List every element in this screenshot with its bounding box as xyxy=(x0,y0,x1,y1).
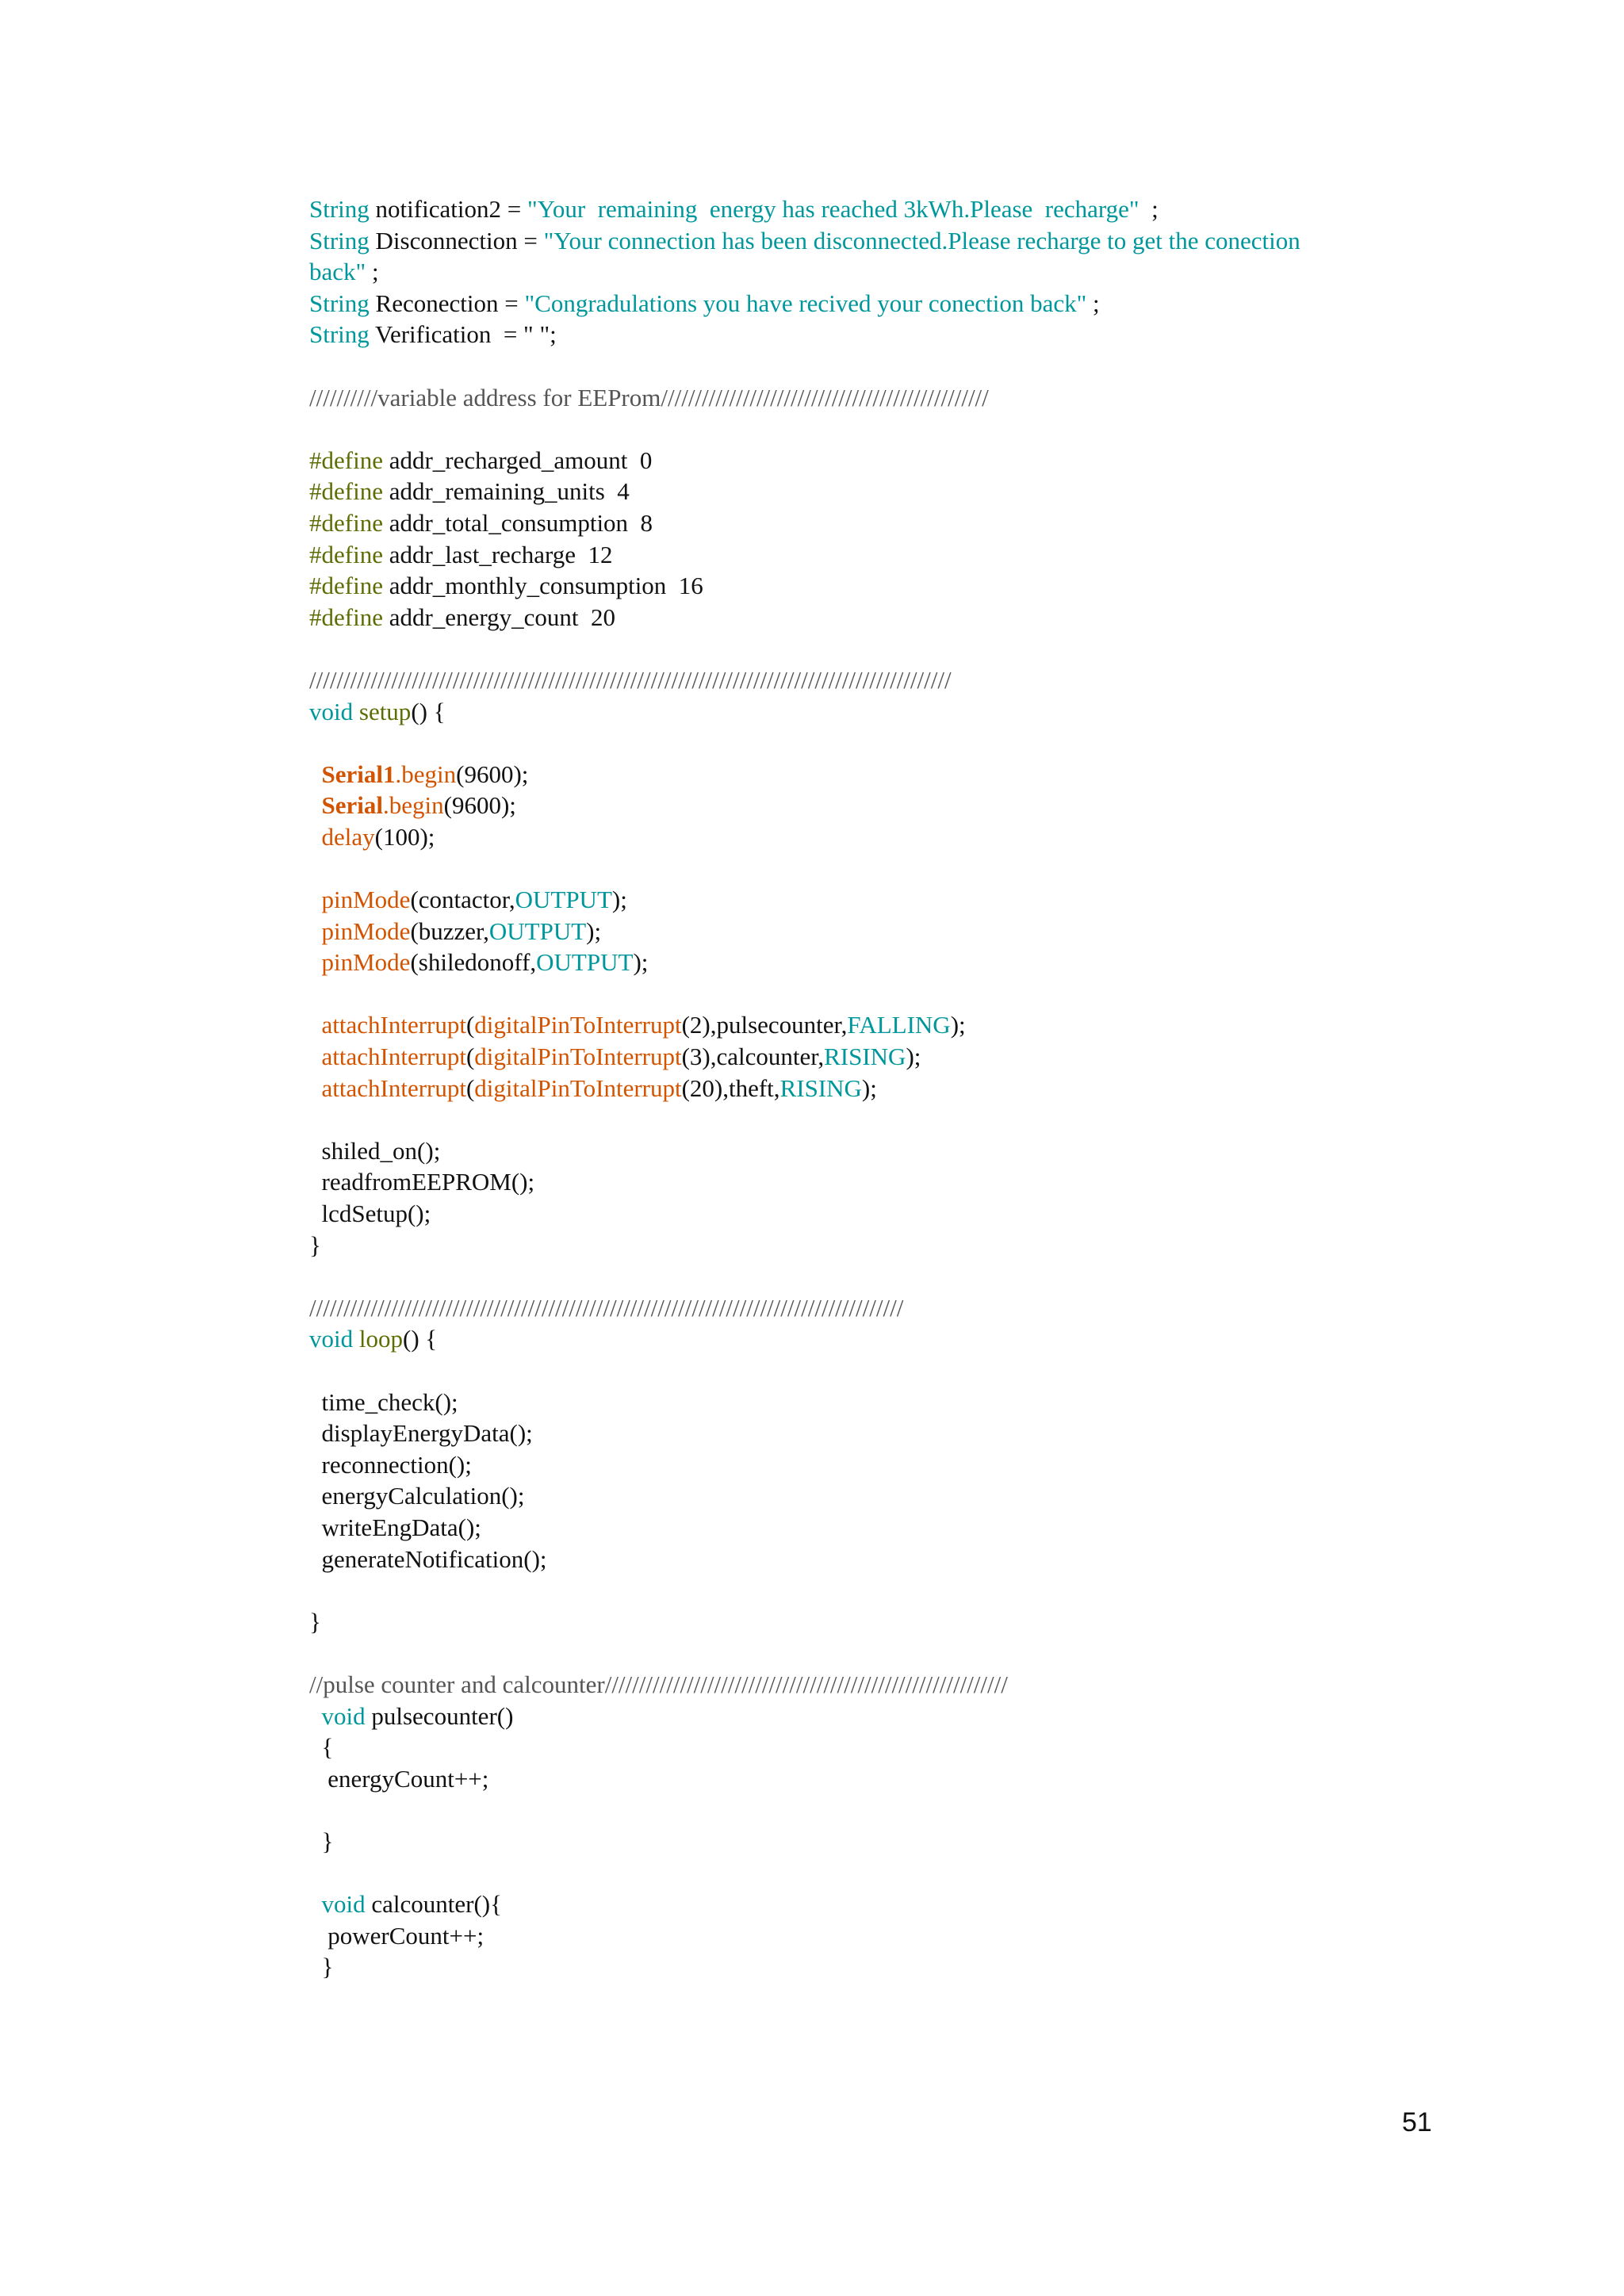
code-token: OUTPUT xyxy=(536,948,634,977)
code-token: String xyxy=(309,195,370,223)
code-token: void xyxy=(321,1701,366,1730)
code-token: #define xyxy=(309,540,383,568)
blank-line xyxy=(309,978,1467,1010)
code-line xyxy=(309,1387,1467,1418)
code-token: ); xyxy=(586,916,602,945)
code-token: String xyxy=(309,320,370,349)
code-line xyxy=(309,288,1467,320)
code-token xyxy=(309,1702,322,1730)
code-token: addr_last_recharge 12 xyxy=(382,540,613,568)
code-token xyxy=(309,791,322,819)
blank-line xyxy=(309,1794,1467,1826)
code-line xyxy=(309,507,1467,539)
code-token: (2),pulsecounter, xyxy=(681,1011,848,1039)
code-line xyxy=(309,916,1467,947)
code-line xyxy=(309,1198,1467,1230)
code-token: ; xyxy=(1139,195,1159,223)
code-token: #define xyxy=(309,446,383,474)
blank-line xyxy=(309,350,1467,382)
code-token: //pulse counter and calcounter/////////////////////////////////////////////////////////// xyxy=(309,1670,1008,1698)
code-line xyxy=(309,821,1467,853)
code-token: addr_energy_count 20 xyxy=(382,603,615,631)
code-token: energyCalculation(); xyxy=(309,1482,525,1510)
code-token: } xyxy=(309,1827,334,1855)
code-line xyxy=(309,1920,1467,1952)
code-token: pinMode xyxy=(321,886,411,914)
code-line xyxy=(309,1826,1467,1858)
code-token: "Congradulations you have recived your conection back" xyxy=(524,289,1087,317)
code-token: addr_monthly_consumption 16 xyxy=(382,572,703,600)
code-token: displayEnergyData(); xyxy=(309,1419,533,1448)
code-token: (3),calcounter, xyxy=(681,1043,825,1071)
blank-line xyxy=(309,633,1467,664)
code-token: OUTPUT xyxy=(488,916,587,945)
code-token: digitalPinToInterrupt xyxy=(474,1011,682,1039)
code-token: (buzzer, xyxy=(410,916,489,945)
code-listing xyxy=(309,193,1467,1983)
code-token xyxy=(353,698,359,725)
code-line xyxy=(309,1763,1467,1795)
code-line xyxy=(309,225,1467,257)
code-token: { xyxy=(309,1733,334,1762)
code-token xyxy=(309,760,322,788)
code-line xyxy=(309,790,1467,821)
code-token xyxy=(309,917,322,945)
blank-line xyxy=(309,1575,1467,1606)
code-line xyxy=(309,1449,1467,1481)
code-token: ( xyxy=(465,1073,475,1102)
code-token: Serial xyxy=(321,791,383,820)
code-token: back" xyxy=(309,258,366,286)
code-token: ; xyxy=(1086,289,1100,317)
code-token: (contactor, xyxy=(410,886,515,914)
code-token: #define xyxy=(309,508,383,537)
code-line xyxy=(309,1323,1467,1355)
code-line xyxy=(309,476,1467,507)
code-token: addr_recharged_amount 0 xyxy=(382,446,653,474)
code-token: ); xyxy=(861,1073,877,1102)
code-token: () { xyxy=(403,1325,438,1353)
code-token: OUTPUT xyxy=(515,886,612,914)
code-token: attachInterrupt xyxy=(321,1043,466,1071)
code-token: #define xyxy=(309,572,383,600)
code-token: (20),theft, xyxy=(681,1073,780,1102)
code-token: () { xyxy=(411,697,446,725)
code-line xyxy=(309,947,1467,978)
code-line xyxy=(309,1166,1467,1198)
code-line xyxy=(309,570,1467,602)
code-token: void xyxy=(309,697,354,725)
code-token: #define xyxy=(309,603,383,631)
code-line xyxy=(309,1669,1467,1701)
code-token: notification2 = xyxy=(369,195,527,223)
code-token: readfromEEPROM(); xyxy=(309,1168,535,1196)
code-token: shiled_on(); xyxy=(309,1136,441,1165)
code-line xyxy=(309,1009,1467,1041)
code-line xyxy=(309,193,1467,225)
code-token: Serial1 xyxy=(321,760,396,788)
code-token: "Your remaining energy has reached 3kWh.Please recharge" xyxy=(527,195,1139,223)
code-token: reconnection(); xyxy=(309,1450,472,1479)
code-line xyxy=(309,1606,1467,1638)
code-token: attachInterrupt xyxy=(321,1073,466,1102)
code-line xyxy=(309,884,1467,916)
code-token: addr_total_consumption 8 xyxy=(382,508,653,537)
code-line xyxy=(309,1135,1467,1167)
code-line xyxy=(309,1292,1467,1324)
code-token: digitalPinToInterrupt xyxy=(474,1073,682,1102)
code-token: delay xyxy=(321,822,375,851)
code-token: ; xyxy=(366,258,379,286)
code-token: ////////////////////////////////////////////////////////////////////////////////////////////// xyxy=(309,665,952,694)
code-token xyxy=(309,1011,322,1039)
code-line xyxy=(309,1701,1467,1732)
code-line xyxy=(309,664,1467,696)
code-line xyxy=(309,1888,1467,1920)
code-token: energyCount++; xyxy=(309,1764,489,1793)
code-token: lcdSetup(); xyxy=(309,1200,431,1227)
code-line xyxy=(309,319,1467,350)
code-token: attachInterrupt xyxy=(321,1011,466,1039)
code-line xyxy=(309,1512,1467,1544)
code-line xyxy=(309,1073,1467,1104)
code-token: Disconnection = xyxy=(369,226,544,254)
code-token: time_check(); xyxy=(309,1387,458,1416)
code-token: Reconection = xyxy=(369,289,525,317)
code-line xyxy=(309,1544,1467,1575)
code-token: ); xyxy=(633,948,649,977)
code-token: (9600); xyxy=(456,760,529,788)
code-line xyxy=(309,256,1467,288)
blank-line xyxy=(309,852,1467,884)
code-token: (shiledonoff, xyxy=(410,948,537,977)
code-token xyxy=(309,1074,322,1102)
code-token: writeEngData(); xyxy=(309,1513,481,1541)
code-line xyxy=(309,1418,1467,1449)
code-token: ); xyxy=(906,1043,921,1071)
code-token: } xyxy=(309,1607,321,1636)
code-token: void xyxy=(321,1890,366,1919)
code-token: pulsecounter() xyxy=(365,1701,514,1730)
code-token xyxy=(309,1890,322,1918)
code-token: .begin xyxy=(395,760,457,788)
code-token: addr_remaining_units 4 xyxy=(382,477,630,506)
code-token: /////////////////////////////////////////////////////////////////////////////////////// xyxy=(309,1293,904,1322)
code-line xyxy=(309,1951,1467,1983)
code-line xyxy=(309,696,1467,728)
code-token: digitalPinToInterrupt xyxy=(474,1043,682,1071)
code-token: Verification = " "; xyxy=(369,320,557,349)
code-token: } xyxy=(309,1230,321,1259)
code-line xyxy=(309,759,1467,790)
blank-line xyxy=(309,1104,1467,1135)
code-line xyxy=(309,445,1467,476)
code-token: .begin xyxy=(383,791,444,820)
code-token: calcounter(){ xyxy=(365,1890,502,1919)
code-token: loop xyxy=(358,1325,403,1353)
blank-line xyxy=(309,1857,1467,1888)
code-token: String xyxy=(309,289,370,317)
code-token: setup xyxy=(358,697,412,725)
code-token: #define xyxy=(309,477,383,506)
code-line xyxy=(309,382,1467,414)
code-token xyxy=(309,948,322,976)
code-token: pinMode xyxy=(321,916,411,945)
code-token: "Your connection has been disconnected.Please recharge to get the conection xyxy=(543,226,1300,254)
code-token: ); xyxy=(611,886,627,914)
code-token: String xyxy=(309,226,370,254)
code-token: } xyxy=(309,1953,334,1981)
code-token: RISING xyxy=(824,1043,906,1071)
code-line xyxy=(309,1041,1467,1073)
code-line xyxy=(309,539,1467,571)
blank-line xyxy=(309,1261,1467,1292)
page-number: 51 xyxy=(1402,2107,1432,2137)
code-token: void xyxy=(309,1325,354,1353)
code-token: ( xyxy=(465,1043,475,1071)
code-token xyxy=(309,886,322,913)
code-token xyxy=(309,1043,322,1070)
blank-line xyxy=(309,413,1467,445)
code-line xyxy=(309,1230,1467,1261)
blank-line xyxy=(309,1637,1467,1669)
code-token: generateNotification(); xyxy=(309,1544,547,1573)
code-token: (9600); xyxy=(443,791,516,820)
blank-line xyxy=(309,727,1467,759)
code-token: ); xyxy=(950,1011,966,1039)
code-token: //////////variable address for EEProm//////////////////////////////////////////////// xyxy=(309,383,989,411)
code-token: ( xyxy=(465,1011,475,1039)
code-line xyxy=(309,602,1467,633)
code-token: pinMode xyxy=(321,948,411,977)
code-token: (100); xyxy=(374,822,435,851)
code-token xyxy=(309,823,322,851)
code-token xyxy=(353,1325,359,1353)
code-token: powerCount++; xyxy=(309,1921,485,1950)
code-line xyxy=(309,1480,1467,1512)
code-line xyxy=(309,1732,1467,1763)
blank-line xyxy=(309,1355,1467,1387)
code-token: FALLING xyxy=(847,1011,951,1039)
code-token: RISING xyxy=(779,1073,862,1102)
